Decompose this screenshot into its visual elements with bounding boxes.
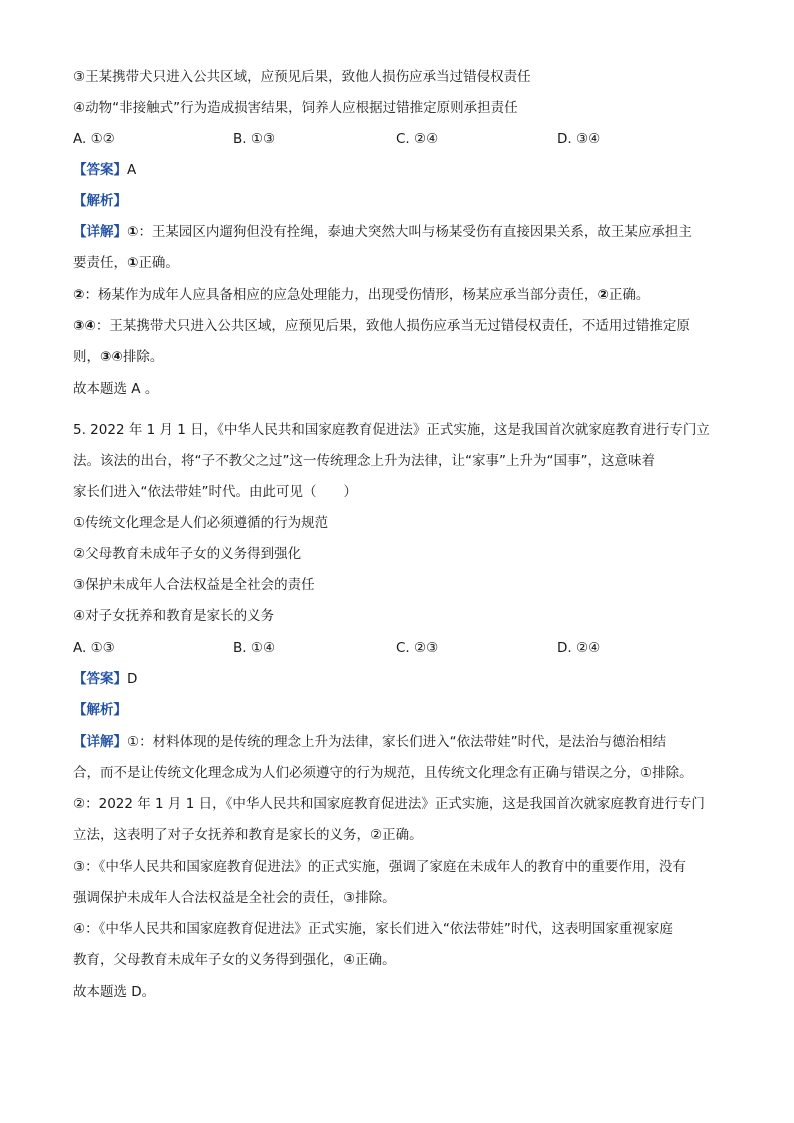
q5-stem-line-2: 法。该法的出台，将“子不教父之过”这一传统理念上升为法律，让“家事”上升为“国事”，这意味着 <box>73 453 655 469</box>
q5-detail-1-line-1: 【详解】①：材料体现的是传统的理念上升为法律，家长们进入“依法带娃”时代，是法治与德治相结 <box>73 734 667 750</box>
q5-detail-1-line-2: 合，而不是让传统文化理念成为人们必须遵守的行为规范，且传统文化理念有正确与错误之分，①排除。 <box>73 765 693 781</box>
q5-options <box>73 639 713 657</box>
answer-value: D <box>127 671 138 687</box>
q4-detail-3-line-2: 则，③④排除。 <box>73 349 164 365</box>
q5-stem-line-1: 5. 2022 年 1 月 1 日，《中华人民共和国家庭教育促进法》正式实施，这是我国首次就家庭教育进行专门立 <box>73 422 710 438</box>
q4-analysis-tag: 【解析】 <box>73 193 127 209</box>
q5-statement-2: ②父母教育未成年子女的义务得到强化 <box>73 546 302 562</box>
q5-analysis-tag: 【解析】 <box>73 702 127 718</box>
q5-option-c: C. ②③ <box>396 640 439 656</box>
q5-statement-1: ①传统文化理念是人们必须遵循的行为规范 <box>73 515 329 531</box>
q5-detail-2-line-2: 立法，这表明了对子女抚养和教育是家长的义务，②正确。 <box>73 827 423 843</box>
detail-tag: 【详解】 <box>73 734 127 750</box>
q4-answer <box>73 161 136 179</box>
q5-option-b: B. ①④ <box>233 640 276 656</box>
answer-tag: 【答案】 <box>73 671 127 687</box>
q5-detail-3-line-1: ③：《中华人民共和国家庭教育促进法》的正式实施，强调了家庭在未成年人的教育中的重要作用，没有 <box>73 859 686 875</box>
q5-stem-line-3: 家长们进入“依法带娃”时代。由此可见（ ） <box>73 484 357 500</box>
q4-statement-4: ④动物“非接触式”行为造成损害结果，饲养人应根据过错推定原则承担责任 <box>73 100 518 116</box>
q4-detail-1-line-2: 要责任，①正确。 <box>73 255 179 271</box>
q4-options <box>73 130 713 148</box>
q5-detail-4-line-2: 教育，父母教育未成年子女的义务得到强化，④正确。 <box>73 952 396 968</box>
q4-option-a: A. ①② <box>73 131 115 147</box>
q4-statement-3: ③王某携带犬只进入公共区域，应预见后果，致他人损伤应承当过错侵权责任 <box>73 69 531 85</box>
detail-tag: 【详解】 <box>73 224 127 240</box>
q4-option-d: D. ③④ <box>557 131 601 147</box>
q5-statement-4: ④对子女抚养和教育是家长的义务 <box>73 608 275 624</box>
q4-option-c: C. ②④ <box>396 131 439 147</box>
q4-detail-3-line-1: ③④：王某携带犬只进入公共区域，应预见后果，致他人损伤应承当无过错侵权责任，不适用过错推定原 <box>73 318 690 334</box>
q5-option-a: A. ①③ <box>73 640 115 656</box>
q5-conclusion: 故本题选 D。 <box>73 984 156 1000</box>
q4-detail-2: ②：杨某作为成年人应具备相应的应急处理能力，出现受伤情形，杨某应承当部分责任，②正确。 <box>73 287 650 303</box>
answer-value: A <box>127 162 137 178</box>
q5-detail-3-line-2: 强调保护未成年人合法权益是全社会的责任，③排除。 <box>73 890 396 906</box>
q5-answer <box>73 670 137 688</box>
q4-option-b: B. ①③ <box>233 131 276 147</box>
q5-detail-2-line-1: ②：2022 年 1 月 1 日，《中华人民共和国家庭教育促进法》正式实施，这是我国首次就家庭教育进行专门 <box>73 796 705 812</box>
answer-tag: 【答案】 <box>73 162 127 178</box>
q5-detail-4-line-1: ④：《中华人民共和国家庭教育促进法》正式实施，家长们进入“依法带娃”时代，这表明国家重视家庭 <box>73 921 673 937</box>
q4-conclusion: 故本题选 A 。 <box>73 381 159 397</box>
q5-option-d: D. ②④ <box>557 640 601 656</box>
q5-statement-3: ③保护未成年人合法权益是全社会的责任 <box>73 577 315 593</box>
q4-detail-1-line-1: 【详解】①：王某园区内遛狗但没有拴绳，泰迪犬突然大叫与杨某受伤有直接因果关系，故王某应承担主 <box>73 224 692 240</box>
